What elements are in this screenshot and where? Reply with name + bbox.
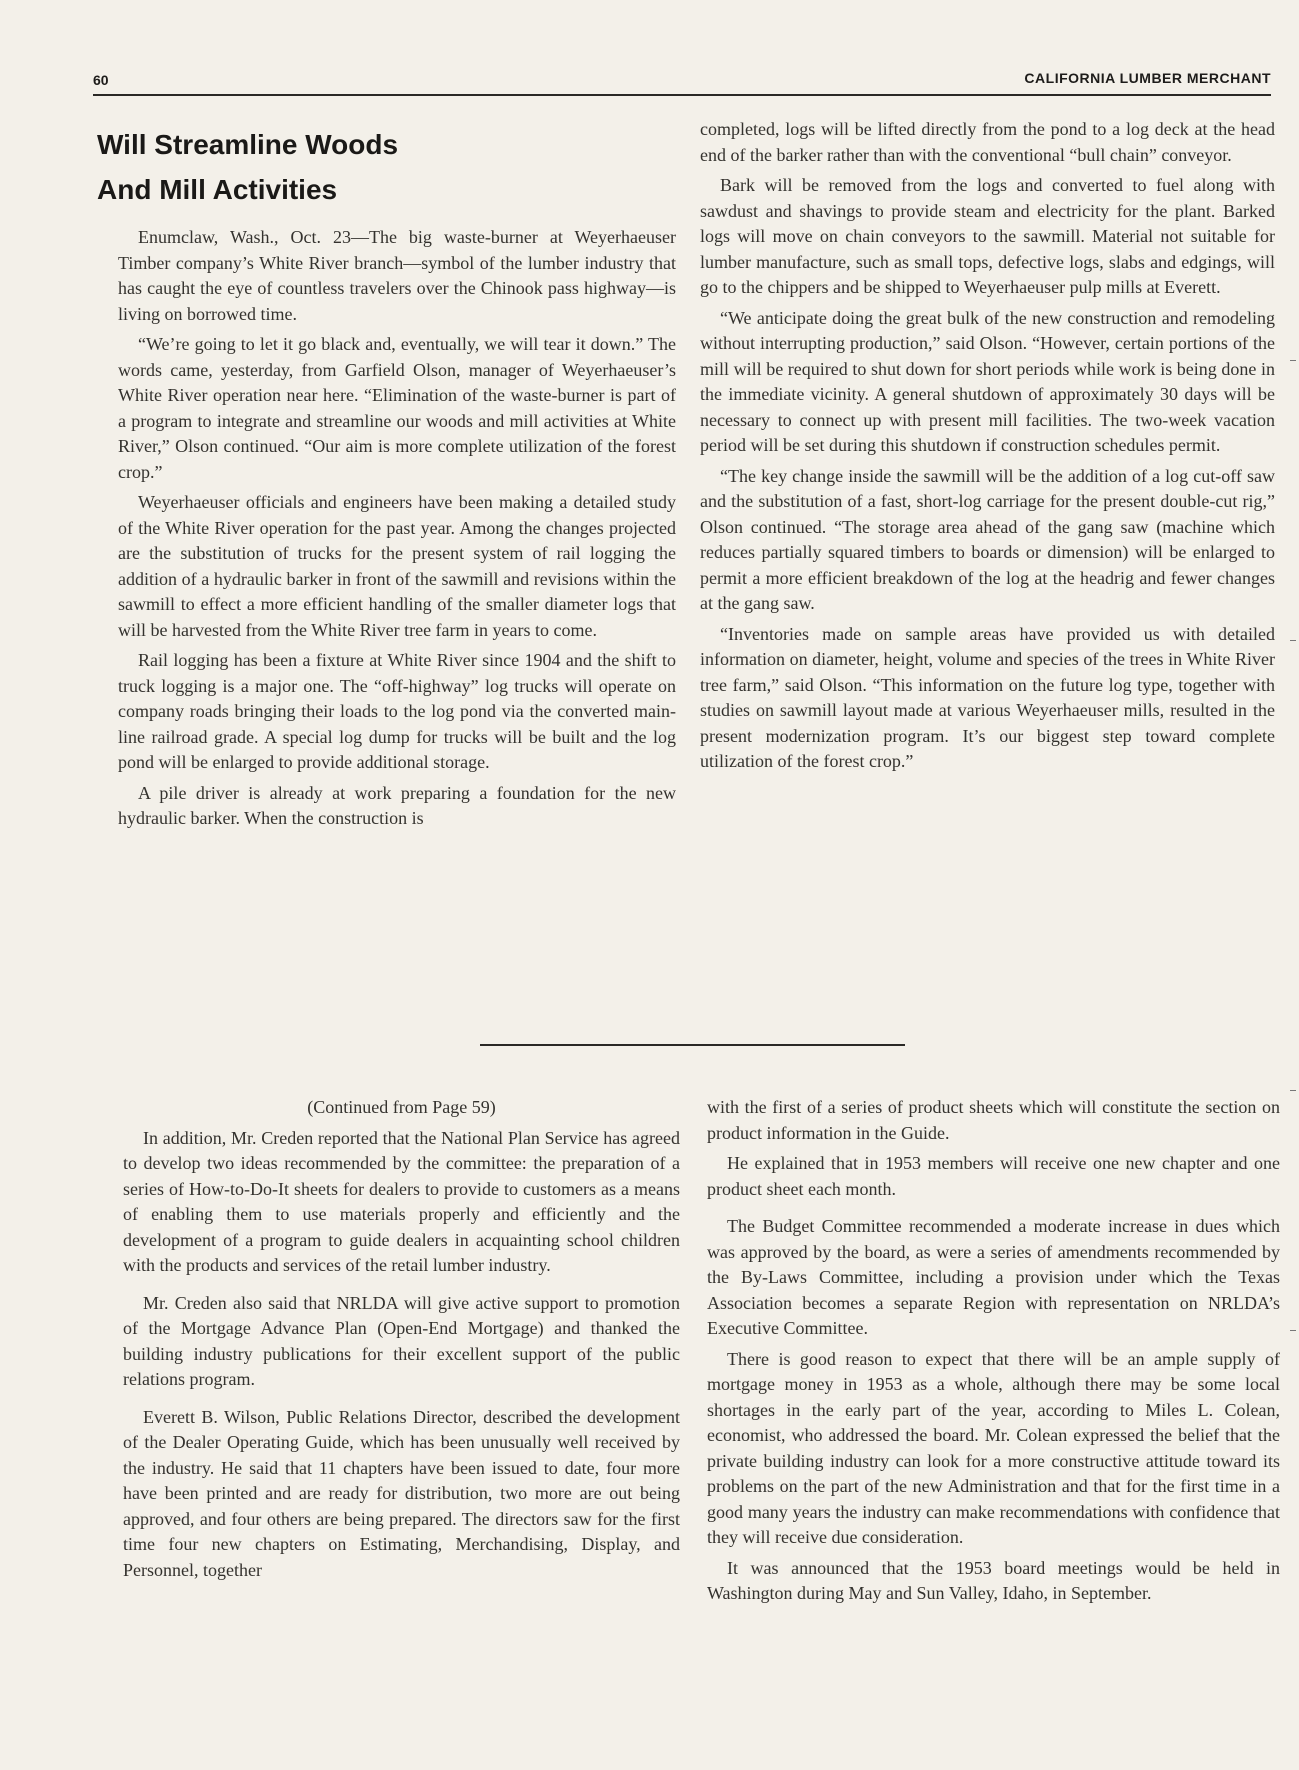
continued-paragraph: He explained that in 1953 members will receive one new chapter and one product sheet each month. xyxy=(707,1153,1280,1199)
continued-paragraph: with the first of a series of product sheets which will constitute the section on product information in the Guide. xyxy=(707,1097,1280,1143)
continued-paragraph: There is good reason to expect that there will be an ample supply of mortgage money in 1953 as a whole, although there may be some local shortages in the early part of the year, according to Miles L. Colean, economist, who addressed the board. Mr. Colean expressed the belief that the private building industry can look for a more constructive attitude toward its problems on the part of the new Administration and that for the first time in a good many years the industry can make recommendations with confidence that they will receive due consideration. xyxy=(707,1348,1280,1547)
edge-scan-mark xyxy=(1290,640,1296,641)
edge-scan-mark xyxy=(1290,1330,1296,1331)
continued-right-column xyxy=(707,1095,1280,1612)
article-headline xyxy=(97,122,657,212)
publication-name: CALIFORNIA LUMBER MERCHANT xyxy=(1024,70,1271,86)
page-number: 60 xyxy=(93,72,109,88)
continued-paragraph: The Budget Committee recommended a moderate increase in dues which was approved by the board, as were a series of amendments recommended by the By-Laws Committee, including a provision under which the Texas Association becomes a separate Region with representation on NRLDA’s Executive Committee. xyxy=(707,1216,1280,1338)
continued-paragraph: It was announced that the 1953 board meetings would be held in Washington during May and Sun Valley, Idaho, in September. xyxy=(707,1557,1280,1603)
continued-paragraph: In addition, Mr. Creden reported that the National Plan Service has agreed to develop two ideas recommended by the committee: the preparation of a series of How-to-Do-It sheets for dealers to provide to customers as a means of enabling them to use materials properly and efficiently and the development of a program to guide dealers in acquainting school children with the products and services of the retail lumber industry. xyxy=(123,1127,680,1275)
section-divider xyxy=(480,1044,905,1046)
article-paragraph: Weyerhaeuser officials and engineers have been making a detailed study of the White River operation for the past year. Among the changes projected are the substitution of trucks for the present system of rail logging the addition of a hydraulic barker in front of the sawmill and revisions within the sawmill to effect a more efficient handling of the smaller diameter logs that will be harvested from the White River tree farm in years to come. xyxy=(118,492,676,640)
continued-left-column xyxy=(123,1095,680,1588)
headline-line-2: And Mill Activities xyxy=(97,174,338,205)
continued-note: (Continued from Page 59) xyxy=(307,1097,496,1117)
article-paragraph: completed, logs will be lifted directly from the pond to a log deck at the head end of the barker rather than with the conventional “bull chain” conveyor. xyxy=(700,119,1275,165)
article-paragraph: Bark will be removed from the logs and converted to fuel along with sawdust and shavings to provide steam and electricity for the plant. Barked logs will move on chain conveyors to the sawmill. Material not suitable for lumber manufacture, such as small tops, defective logs, slabs and edgings, will go to the chippers and be shipped to Weyerhaeuser pulp mills at Everett. xyxy=(700,175,1275,297)
article-paragraph: “We anticipate doing the great bulk of the new construction and remodeling without interrupting production,” said Olson. “However, certain portions of the mill will be required to shut down for short periods while work is being done in the immediate vicinity. A general shutdown of approximately 30 days will be necessary to connect up with present mill facilities. The two-week vacation period will be set during this shutdown if construction schedules permit. xyxy=(700,307,1275,455)
article-right-column xyxy=(700,117,1275,780)
article-paragraph: Rail logging has been a fixture at White River since 1904 and the shift to truck logging is a major one. The “off-highway” log trucks will operate on company roads bringing their loads to the log pond via the converted main-line railroad grade. A special log dump for trucks will be built and the log pond will be enlarged to provide additional storage. xyxy=(118,650,676,772)
article-paragraph: “The key change inside the sawmill will be the addition of a log cut-off saw and the substitution of a fast, short-log carriage for the present double-cut rig,” Olson continued. “The storage area ahead of the gang saw (machine which reduces partially squared timbers to boards or dimension) will be enlarged to permit a more efficient breakdown of the log at the headrig and fewer changes at the gang saw. xyxy=(700,465,1275,613)
edge-scan-mark xyxy=(1290,360,1296,361)
continued-paragraph: Mr. Creden also said that NRLDA will give active support to promotion of the Mortgage Advance Plan (Open-End Mortgage) and thanked the building industry publications for their excellent support of the public relations program. xyxy=(123,1292,680,1389)
edge-scan-mark xyxy=(1290,1090,1296,1091)
article-paragraph: “We’re going to let it go black and, eventually, we will tear it down.” The words came, yesterday, from Garfield Olson, manager of Weyerhaeuser’s White River operation near here. “Elimination of the waste-burner is part of a program to integrate and streamline our woods and mill activities at White River,” Olson continued. “Our aim is more complete utilization of the forest crop.” xyxy=(118,334,676,482)
article-paragraph: Enumclaw, Wash., Oct. 23—The big waste-burner at Weyerhaeuser Timber company’s White River branch—symbol of the lumber industry that has caught the eye of countless travelers over the Chinook pass highway—is living on borrowed time. xyxy=(118,227,676,324)
article-paragraph: “Inventories made on sample areas have provided us with detailed information on diameter, height, volume and species of the trees in White River tree farm,” said Olson. “This information on the future log type, together with studies on sawmill layout made at various Weyerhaeuser mills, resulted in the present modernization program. It’s our biggest step toward complete utilization of the forest crop.” xyxy=(700,623,1275,771)
article-left-column xyxy=(118,225,676,837)
header-rule xyxy=(93,94,1271,96)
continued-paragraph: Everett B. Wilson, Public Relations Director, described the development of the Dealer Operating Guide, which has been unusually well received by the industry. He said that 11 chapters have been issued to date, four more have been printed and are ready for distribution, two more are out being approved, and four others are being prepared. The directors saw for the first time four new chapters on Estimating, Merchandising, Display, and Personnel, together xyxy=(123,1406,680,1580)
headline-line-1: Will Streamline Woods xyxy=(97,129,399,160)
article-paragraph: A pile driver is already at work preparing a foundation for the new hydraulic barker. When the construction is xyxy=(118,782,676,828)
running-head xyxy=(93,68,1271,92)
